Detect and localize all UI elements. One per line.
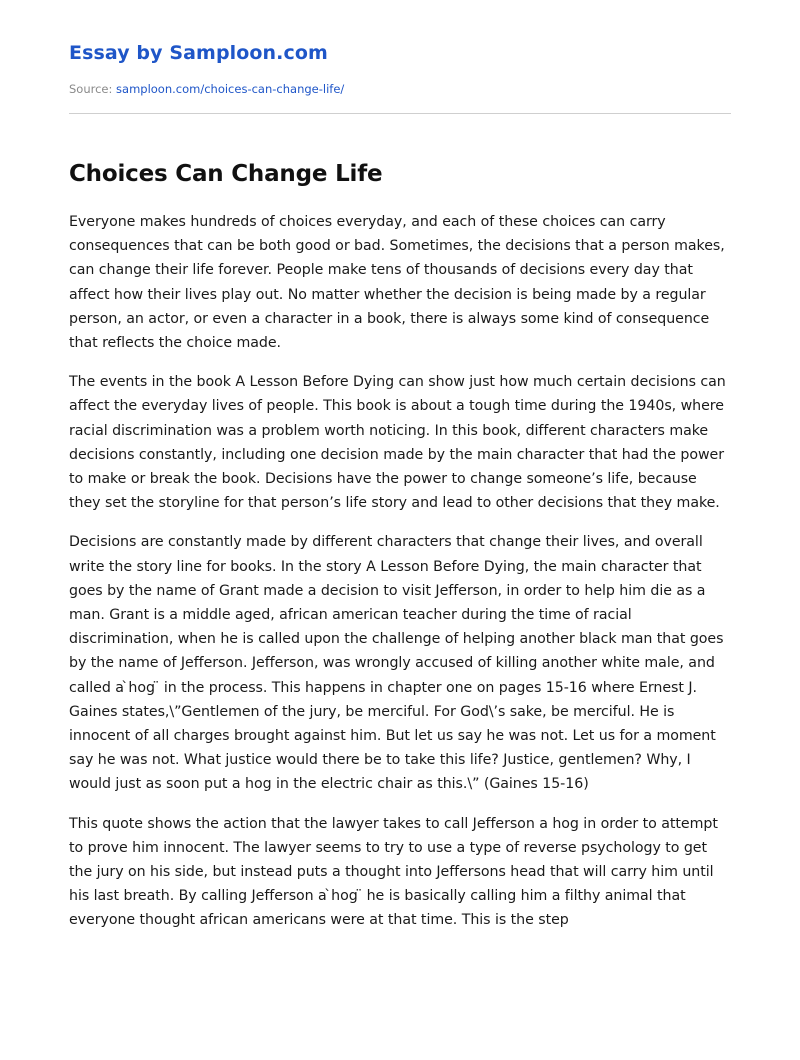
essay-title: Choices Can Change Life [69, 161, 383, 187]
essay-paragraph: Everyone makes hundreds of choices everyday, and each of these choices can carry consequences that can be both good or bad. Sometimes, the decisions that a person makes, can change their life forever. People make tens of thousands of decisions every day that affect how their lives play out. No matter whether the decision is being made by a regular person, an actor, or even a character in a book, there is always some kind of consequence that reflects the choice made. [69, 214, 725, 352]
essay-paragraph: This quote shows the action that the lawyer takes to call Jefferson a hog in order to attempt to prove him innocent. The lawyer seems to try to use a type of reverse psychology to get the jury on his side, but instead puts a thought into Jeffersons head that will carry him until his last breath. By calling Jefferson a ̀hog ̈ he is basically calling him a filthy animal that everyone thought african americans were at that time. This is the step [69, 815, 718, 929]
essay-body [69, 210, 731, 948]
site-brand[interactable]: Essay by Samploon.com [69, 42, 328, 64]
header-divider [69, 113, 731, 114]
essay-paragraph: The events in the book A Lesson Before Dying can show just how much certain decisions can affect the everyday lives of people. This book is about a tough time during the 1940s, where racial discrimination was a problem worth noticing. In this book, different characters make decisions constantly, including one decision made by the main character that had the power to make or break the book. Decisions have the power to change someone’s life, because they set the storyline for that person’s life story and lead to other decisions that they make. [69, 374, 726, 512]
source-label: Source: [69, 82, 113, 96]
essay-paragraph: Decisions are constantly made by different characters that change their lives, and overall write the story line for books. In the story A Lesson Before Dying, the main character that goes by the name of Grant made a decision to visit Jefferson, in order to help him die as a man. Grant is a middle aged, african american teacher during the time of racial discrimination, when he is called upon the challenge of helping another black man that goes by the name of Jefferson. Jefferson, was wrongly accused of killing another white male, and called a ̀hog ̈ in the process. This happens in chapter one on pages 15-16 where Ernest J. Gaines states,\”Gentlemen of the jury, be merciful. For God\’s sake, be merciful. He is innocent of all charges brought against him. But let us say he was not. Let us for a moment say he was not. What justice would there be to take this life? Justice, gentlemen? Why, I would just as soon put a hog in the electric chair as this.\” (Gaines 15-16) [69, 534, 724, 793]
source-line [69, 81, 344, 97]
source-link[interactable]: samploon.com/choices-can-change-life/ [116, 82, 345, 96]
